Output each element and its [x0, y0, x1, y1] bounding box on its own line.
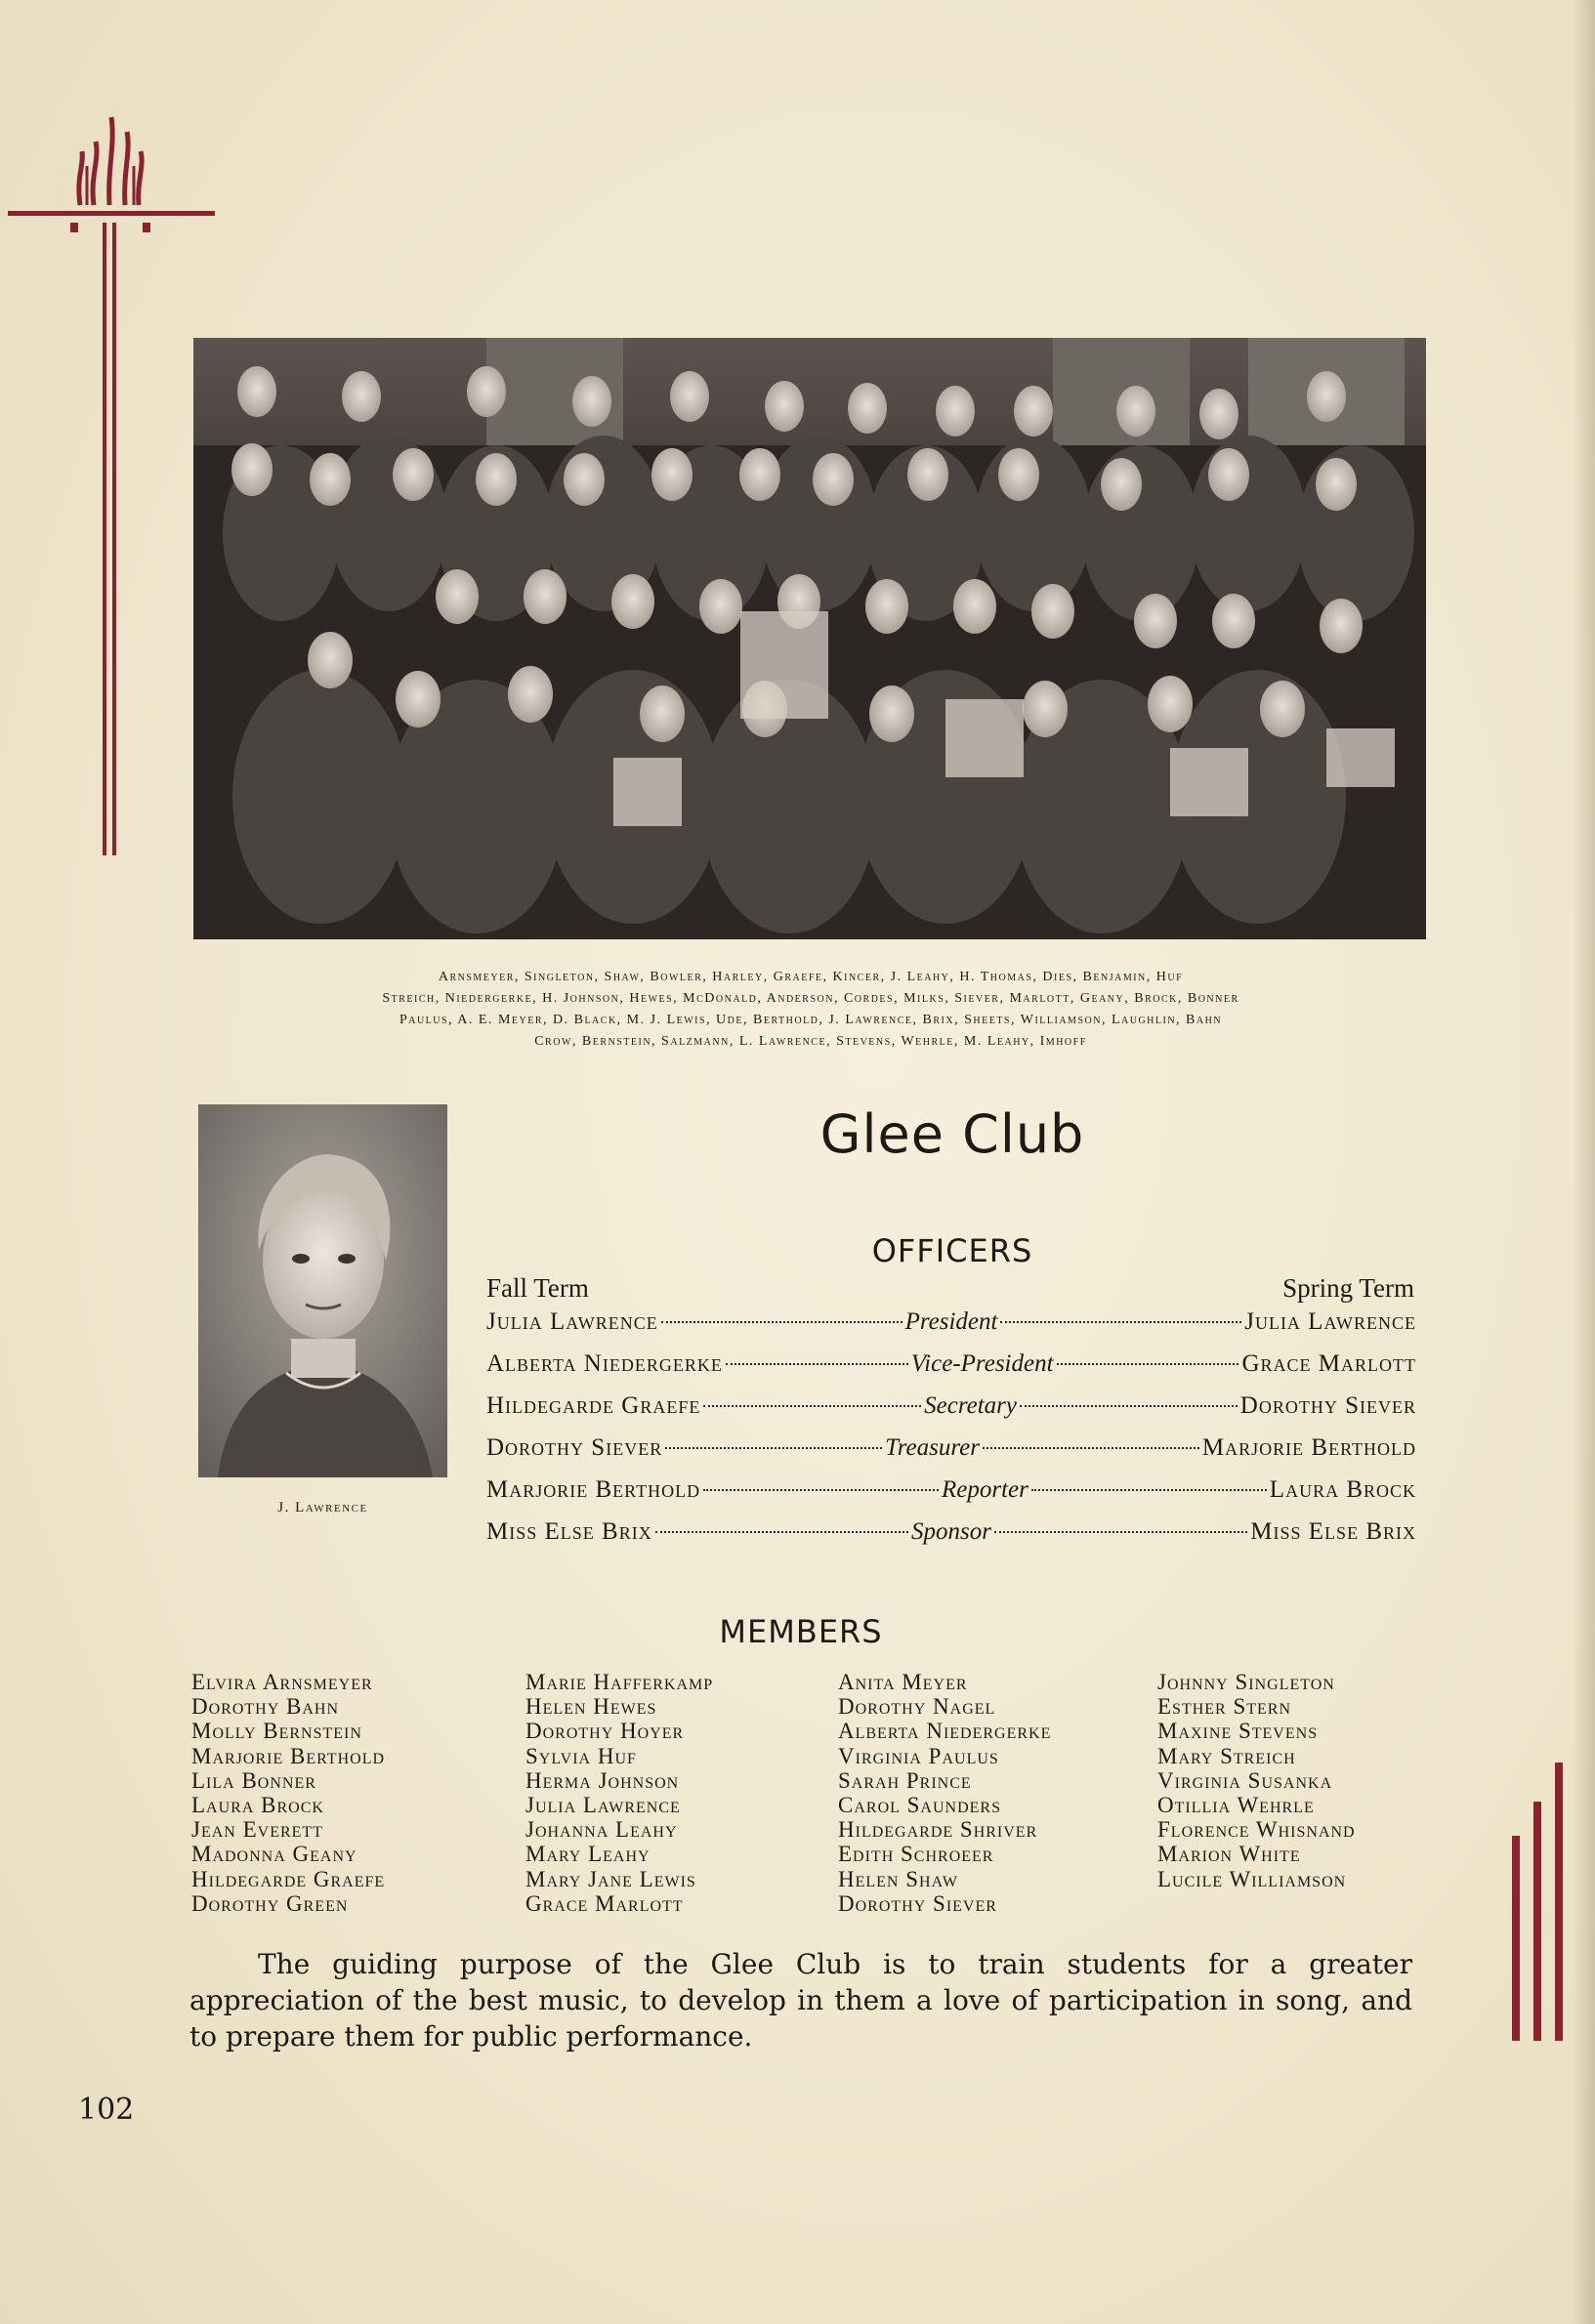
member-name: Sylvia Huf: [525, 1743, 637, 1768]
member-name: Esther Stern: [1157, 1694, 1292, 1720]
member-name: Mary Streich: [1157, 1743, 1296, 1768]
purpose-paragraph: [189, 1946, 1412, 2054]
caption-line: Crow, Bernstein, Salzmann, L. Lawrence, Stevens, Wehrle, M. Leahy, Imhoff: [534, 1034, 1087, 1049]
members-column: [838, 1670, 1051, 1916]
leader-dots: [1020, 1405, 1238, 1407]
officer-row: [486, 1518, 1416, 1554]
member-name: Mary Jane Lewis: [525, 1866, 696, 1891]
office-title: Vice-President: [910, 1350, 1054, 1377]
officer-row: [486, 1434, 1416, 1470]
office-title: President: [904, 1308, 998, 1335]
leader-dots: [983, 1447, 1199, 1449]
member-name: Dorothy Siever: [838, 1890, 997, 1916]
leader-dots: [661, 1321, 902, 1323]
member-name: Johanna Leahy: [525, 1817, 678, 1843]
fall-officer: Dorothy Siever: [486, 1434, 663, 1461]
member-name: Julia Lawrence: [525, 1793, 681, 1818]
spring-term-label: Spring Term: [1282, 1273, 1414, 1303]
members-column: [191, 1670, 385, 1916]
member-name: Florence Whisnand: [1157, 1817, 1356, 1843]
group-photo: [193, 338, 1426, 939]
caption-line: Paulus, A. E. Meyer, D. Black, M. J. Lewis, Ude, Berthold, J. Lawrence, Brix, Sheets, Williamson, Laughlin, Bahn: [399, 1013, 1223, 1027]
office-title: Secretary: [924, 1392, 1018, 1419]
member-name: Marion White: [1157, 1842, 1301, 1867]
member-name: Lila Bonner: [191, 1767, 316, 1793]
member-name: Alberta Niedergerke: [838, 1719, 1052, 1744]
office-title: Reporter: [942, 1476, 1028, 1503]
member-name: Jean Everett: [191, 1817, 323, 1843]
member-name: Helen Hewes: [525, 1694, 657, 1720]
spring-officer: Miss Else Brix: [1250, 1518, 1416, 1545]
office-title: Treasurer: [885, 1434, 980, 1461]
officer-row: [486, 1476, 1416, 1512]
top-left-ornament: [0, 107, 225, 859]
leader-dots: [1057, 1363, 1239, 1365]
leader-dots: [1031, 1489, 1267, 1491]
portrait-caption: J. Lawrence: [277, 1500, 368, 1515]
member-name: Virginia Susanka: [1157, 1767, 1333, 1793]
spring-officer: Grace Marlott: [1241, 1350, 1416, 1377]
photo-caption: [225, 967, 1397, 1053]
office-title: Sponsor: [911, 1518, 991, 1545]
member-name: Dorothy Green: [191, 1890, 349, 1916]
caption-line: Arnsmeyer, Singleton, Shaw, Bowler, Harley, Graefe, Kincer, J. Leahy, H. Thomas, Dies, Benjamin, Huf: [438, 970, 1184, 984]
member-name: Johnny Singleton: [1157, 1670, 1335, 1694]
member-name: Dorothy Bahn: [191, 1694, 340, 1720]
member-name: Marie Hafferkamp: [525, 1670, 714, 1694]
portrait-photo: [198, 1104, 447, 1477]
leader-dots: [1000, 1321, 1241, 1323]
spring-officer: Laura Brock: [1269, 1476, 1417, 1503]
officers-heading: OFFICERS: [871, 1232, 1033, 1269]
member-name: Grace Marlott: [525, 1890, 684, 1916]
fall-term-label: Fall Term: [486, 1273, 589, 1303]
leader-dots: [726, 1363, 908, 1365]
member-name: Laura Brock: [191, 1793, 324, 1818]
member-name: Molly Bernstein: [191, 1719, 362, 1744]
member-name: Otillia Wehrle: [1157, 1793, 1315, 1818]
member-name: Elvira Arnsmeyer: [191, 1670, 373, 1694]
leader-dots: [665, 1447, 882, 1449]
spring-officer: Julia Lawrence: [1244, 1308, 1417, 1335]
officer-row: [486, 1308, 1416, 1344]
member-name: Herma Johnson: [525, 1767, 680, 1793]
spring-officer: Dorothy Siever: [1239, 1392, 1416, 1419]
member-name: Helen Shaw: [838, 1866, 958, 1891]
member-name: Anita Meyer: [838, 1670, 968, 1694]
members-column: [525, 1670, 713, 1916]
page-title: Glee Club: [819, 1103, 1085, 1165]
leader-dots: [703, 1405, 921, 1407]
members-column: [1157, 1670, 1356, 1891]
caption-line: Streich, Niedergerke, H. Johnson, Hewes, McDonald, Anderson, Cordes, Milks, Siever, Marlott, Geany, Brock, Bonner: [382, 991, 1239, 1006]
fall-officer: Julia Lawrence: [486, 1308, 658, 1335]
bottom-right-ornament: [1504, 1758, 1573, 2051]
member-name: Marjorie Berthold: [191, 1743, 386, 1768]
member-name: Maxine Stevens: [1157, 1719, 1319, 1744]
officer-row: [486, 1350, 1416, 1386]
members-heading: MEMBERS: [719, 1613, 883, 1650]
member-name: Carol Saunders: [838, 1793, 1001, 1818]
spring-officer: Marjorie Berthold: [1201, 1434, 1416, 1461]
member-name: Dorothy Hoyer: [525, 1719, 685, 1744]
leader-dots: [994, 1531, 1247, 1533]
member-name: Edith Schroeer: [838, 1842, 994, 1867]
officer-row: [486, 1392, 1416, 1428]
purpose-text: The guiding purpose of the Glee Club is to train students for a greater appreciation of the best music, to develop in them a love of participation in song, and to prepare them for public performance.: [189, 1948, 1412, 2053]
member-name: Hildegarde Graefe: [191, 1866, 386, 1891]
page-edge-shadow: [1572, 0, 1595, 2324]
leader-dots: [655, 1531, 908, 1533]
fall-officer: Miss Else Brix: [486, 1518, 652, 1545]
page-number: 102: [78, 2093, 135, 2127]
member-name: Madonna Geany: [191, 1842, 357, 1867]
member-name: Hildegarde Shriver: [838, 1817, 1038, 1843]
fall-officer: Marjorie Berthold: [486, 1476, 701, 1503]
leader-dots: [703, 1489, 939, 1491]
member-name: Lucile Williamson: [1157, 1866, 1347, 1891]
member-name: Sarah Prince: [838, 1767, 972, 1793]
fall-officer: Alberta Niedergerke: [486, 1350, 723, 1377]
member-name: Virginia Paulus: [838, 1743, 999, 1768]
fall-officer: Hildegarde Graefe: [486, 1392, 701, 1419]
member-name: Mary Leahy: [525, 1842, 651, 1867]
member-name: Dorothy Nagel: [838, 1694, 996, 1720]
